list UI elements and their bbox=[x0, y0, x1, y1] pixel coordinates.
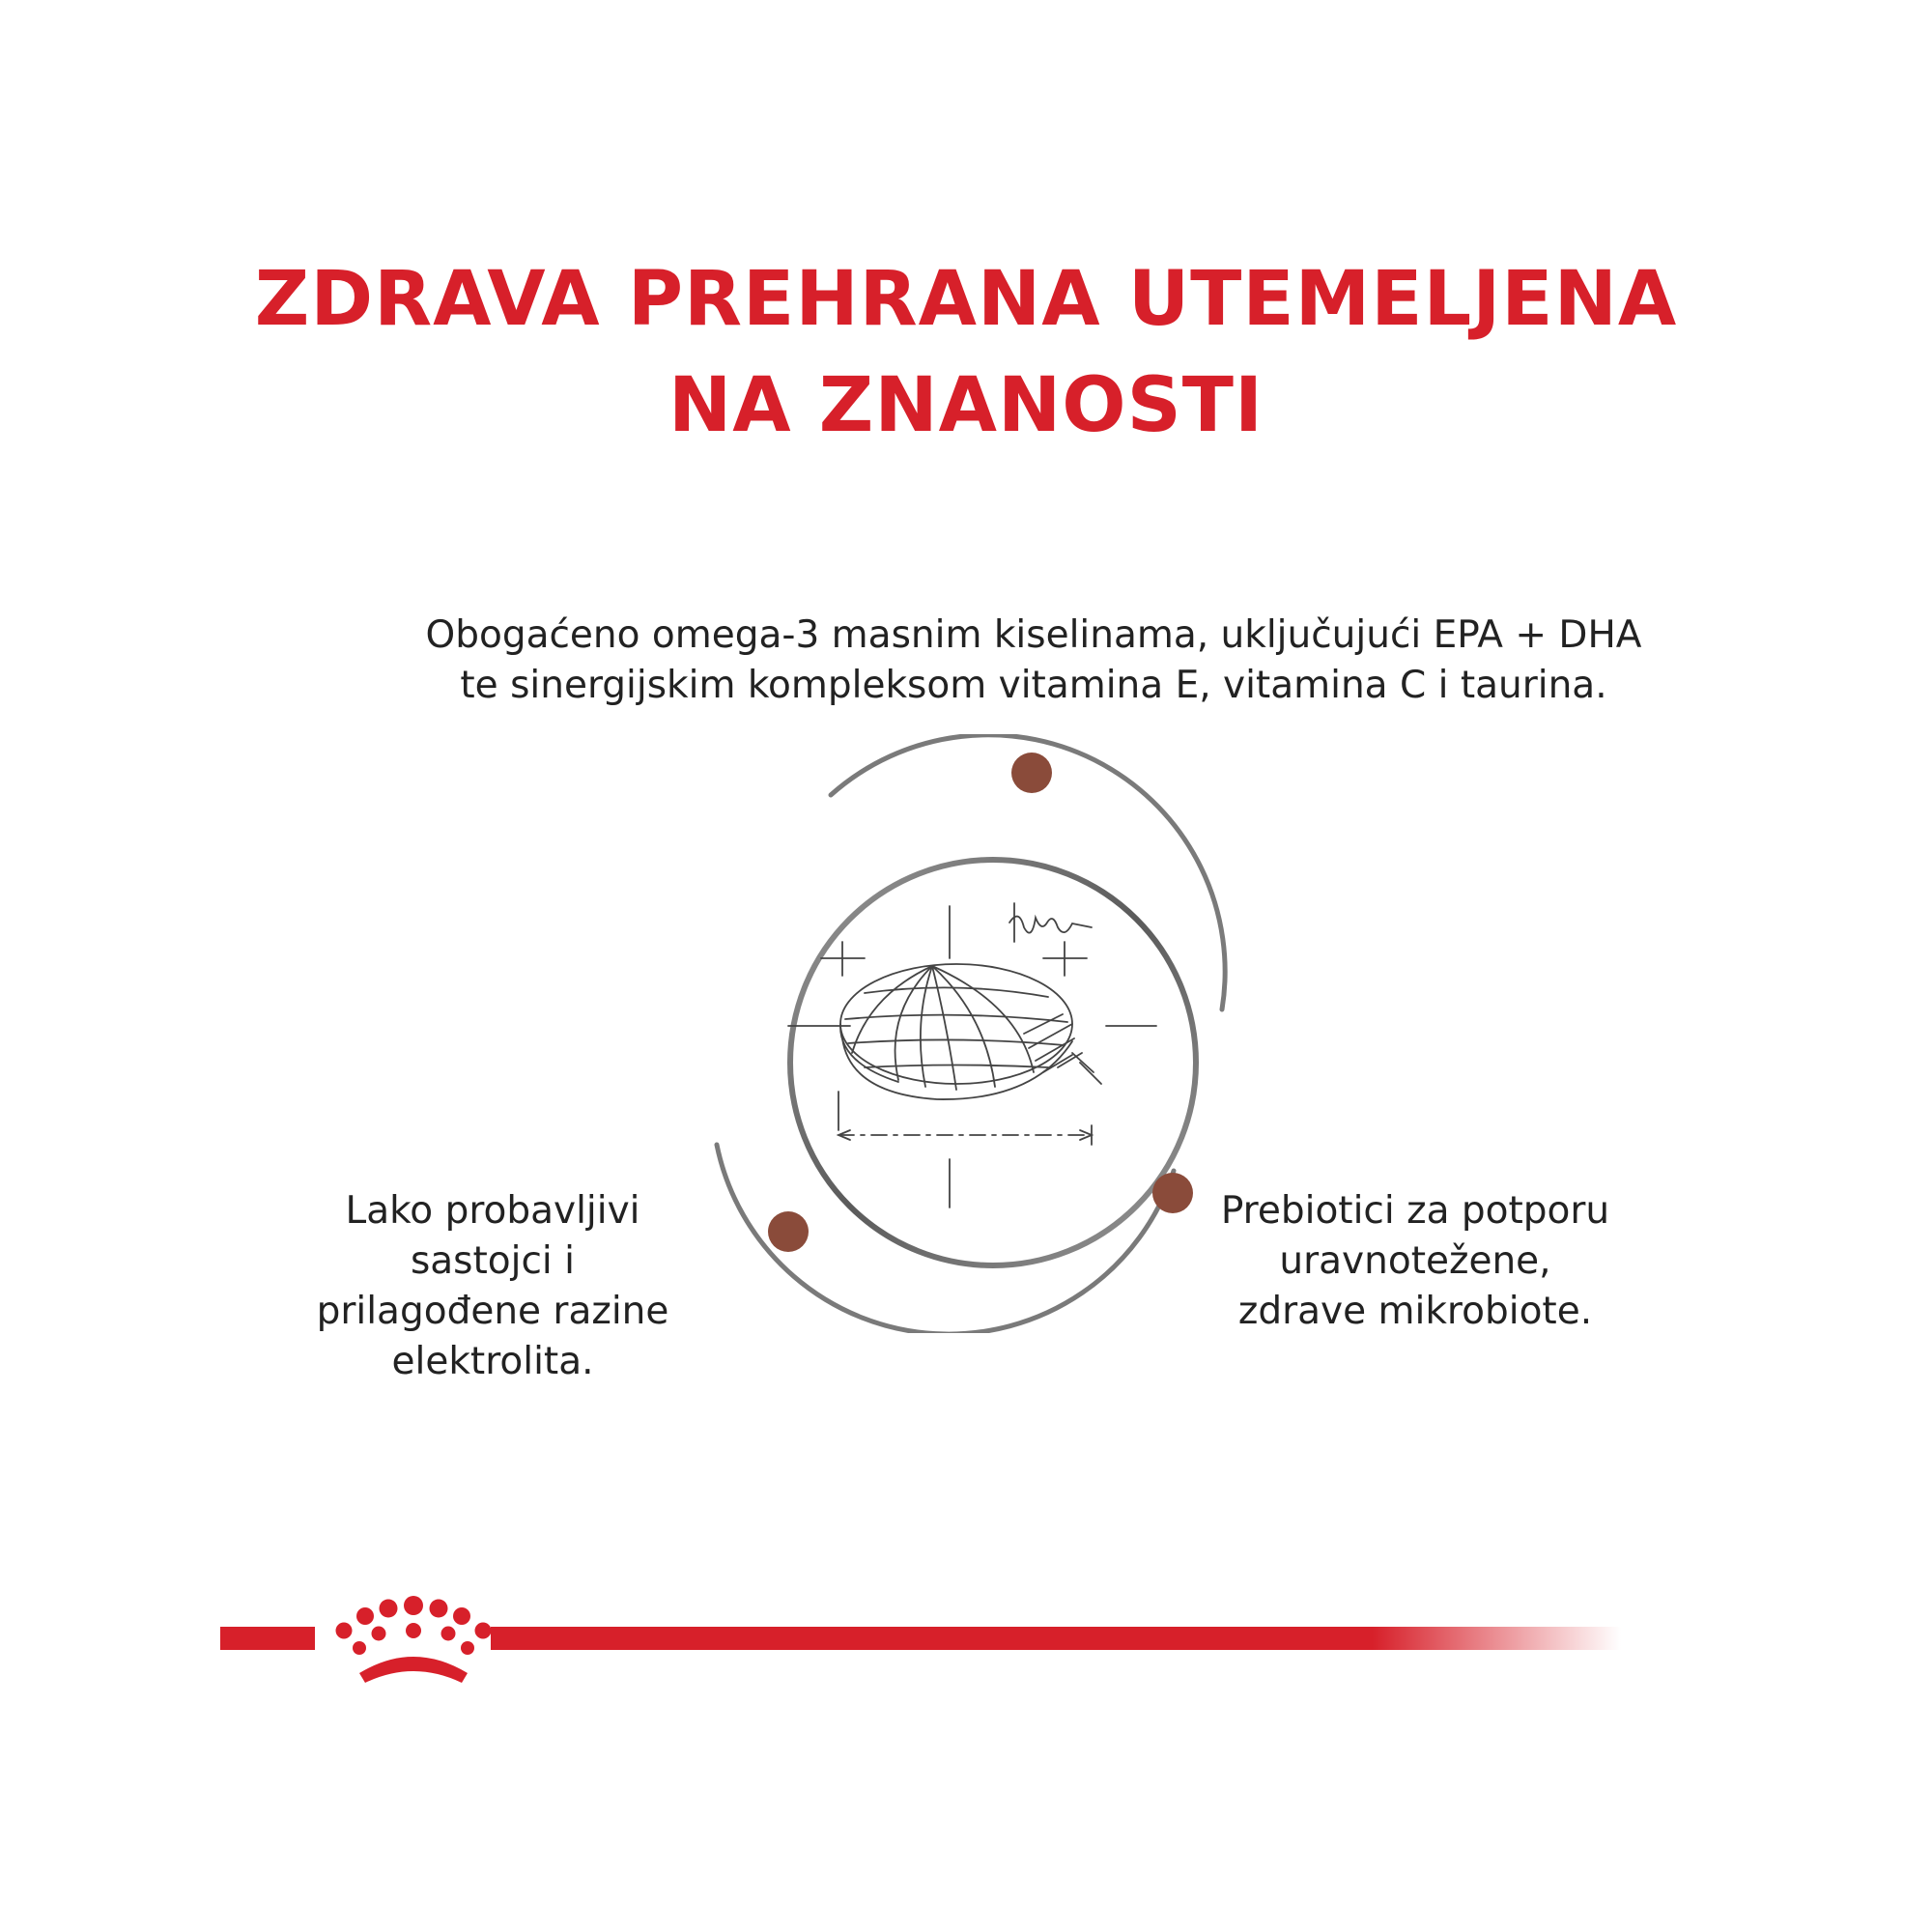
benefit-prebiotics-line-3: zdrave mikrobiote. bbox=[1237, 1290, 1593, 1333]
brand-bar bbox=[0, 1584, 1932, 1700]
benefit-digestibility-line-1: Lako probavljivi bbox=[345, 1189, 640, 1233]
headline bbox=[0, 246, 1932, 459]
brand-bar-left bbox=[220, 1627, 315, 1650]
headline-line-2: NA ZNANOSTI bbox=[668, 362, 1264, 449]
benefit-omega3 bbox=[367, 611, 1700, 711]
benefit-omega3-line-1: Obogaćeno omega-3 masnim kiselinama, uključujući EPA + DHA bbox=[425, 613, 1642, 657]
crown-logo-icon bbox=[336, 1596, 492, 1683]
benefit-prebiotics-line-2: uravnotežene, bbox=[1279, 1239, 1551, 1283]
benefit-digestibility-line-3: prilagođene razine bbox=[316, 1290, 669, 1333]
dot-left bbox=[768, 1211, 809, 1252]
benefit-omega3-line-2: te sinergijskim kompleksom vitamina E, vitamina C i taurina. bbox=[460, 664, 1607, 707]
benefit-prebiotics bbox=[1174, 1186, 1657, 1337]
brand-bar-right bbox=[491, 1627, 1621, 1650]
dot-top bbox=[1011, 753, 1052, 793]
benefit-prebiotics-line-1: Prebiotici za potporu bbox=[1220, 1189, 1610, 1233]
benefit-digestibility-line-4: elektrolita. bbox=[391, 1340, 594, 1383]
headline-line-1: ZDRAVA PREHRANA UTEMELJENA bbox=[254, 256, 1678, 343]
benefit-digestibility-line-2: sastojci i bbox=[410, 1239, 576, 1283]
benefit-digestibility bbox=[280, 1186, 705, 1387]
